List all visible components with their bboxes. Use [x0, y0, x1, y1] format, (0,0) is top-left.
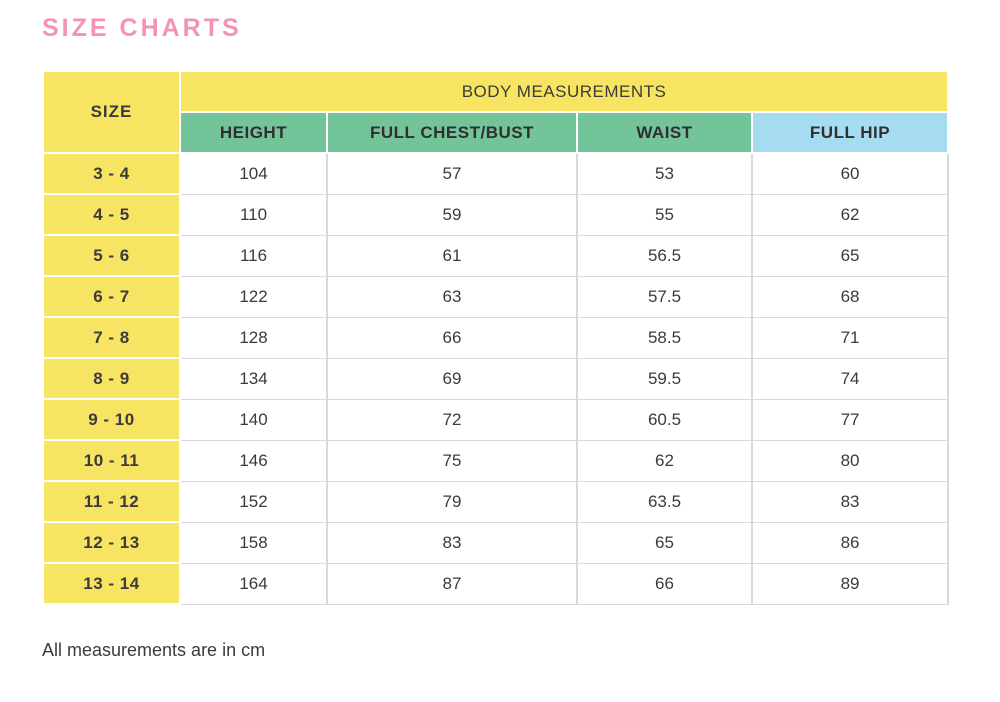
row-waist: 63.5: [577, 481, 752, 522]
row-size: 5 - 6: [43, 235, 180, 276]
row-height: 164: [180, 563, 327, 604]
row-waist: 58.5: [577, 317, 752, 358]
row-height: 134: [180, 358, 327, 399]
row-hip: 71: [752, 317, 948, 358]
table-row: [43, 522, 948, 563]
header-full-chest-bust: FULL CHEST/BUST: [327, 112, 577, 153]
table-row: [43, 440, 948, 481]
table-row: [43, 153, 948, 194]
table-row: [43, 563, 948, 604]
row-height: 152: [180, 481, 327, 522]
row-waist: 65: [577, 522, 752, 563]
row-waist: 62: [577, 440, 752, 481]
row-size: 11 - 12: [43, 481, 180, 522]
row-chest: 75: [327, 440, 577, 481]
row-waist: 59.5: [577, 358, 752, 399]
row-chest: 69: [327, 358, 577, 399]
row-chest: 79: [327, 481, 577, 522]
row-chest: 66: [327, 317, 577, 358]
measurements-unit-note: All measurements are in cm: [42, 640, 266, 660]
table-row: [43, 317, 948, 358]
table-header-row-1: [43, 71, 948, 112]
row-hip: 62: [752, 194, 948, 235]
row-hip: 74: [752, 358, 948, 399]
row-height: 140: [180, 399, 327, 440]
row-height: 158: [180, 522, 327, 563]
row-size: 8 - 9: [43, 358, 180, 399]
row-height: 116: [180, 235, 327, 276]
row-chest: 72: [327, 399, 577, 440]
row-chest: 83: [327, 522, 577, 563]
table-row: [43, 399, 948, 440]
row-height: 146: [180, 440, 327, 481]
row-waist: 55: [577, 194, 752, 235]
row-size: 13 - 14: [43, 563, 180, 604]
row-hip: 60: [752, 153, 948, 194]
table-row: [43, 481, 948, 522]
row-hip: 65: [752, 235, 948, 276]
table-row: [43, 235, 948, 276]
row-hip: 68: [752, 276, 948, 317]
row-size: 3 - 4: [43, 153, 180, 194]
row-hip: 77: [752, 399, 948, 440]
header-size: SIZE: [43, 71, 180, 153]
table-row: [43, 358, 948, 399]
row-size: 10 - 11: [43, 440, 180, 481]
size-chart-table-wrap: [42, 70, 947, 605]
row-waist: 53: [577, 153, 752, 194]
row-chest: 57: [327, 153, 577, 194]
row-size: 4 - 5: [43, 194, 180, 235]
row-chest: 59: [327, 194, 577, 235]
row-height: 110: [180, 194, 327, 235]
row-size: 7 - 8: [43, 317, 180, 358]
row-chest: 63: [327, 276, 577, 317]
row-chest: 61: [327, 235, 577, 276]
header-body-measurements: BODY MEASUREMENTS: [180, 71, 948, 112]
row-hip: 83: [752, 481, 948, 522]
header-full-hip: FULL HIP: [752, 112, 948, 153]
table-row: [43, 194, 948, 235]
row-waist: 57.5: [577, 276, 752, 317]
header-height: HEIGHT: [180, 112, 327, 153]
row-size: 9 - 10: [43, 399, 180, 440]
row-hip: 80: [752, 440, 948, 481]
row-height: 128: [180, 317, 327, 358]
header-waist: WAIST: [577, 112, 752, 153]
row-height: 122: [180, 276, 327, 317]
table-row: [43, 276, 948, 317]
page-title: SIZE CHARTS: [42, 14, 242, 42]
row-chest: 87: [327, 563, 577, 604]
row-hip: 86: [752, 522, 948, 563]
row-size: 12 - 13: [43, 522, 180, 563]
row-waist: 56.5: [577, 235, 752, 276]
size-chart-table: [42, 70, 949, 605]
row-waist: 66: [577, 563, 752, 604]
row-height: 104: [180, 153, 327, 194]
row-hip: 89: [752, 563, 948, 604]
row-size: 6 - 7: [43, 276, 180, 317]
row-waist: 60.5: [577, 399, 752, 440]
